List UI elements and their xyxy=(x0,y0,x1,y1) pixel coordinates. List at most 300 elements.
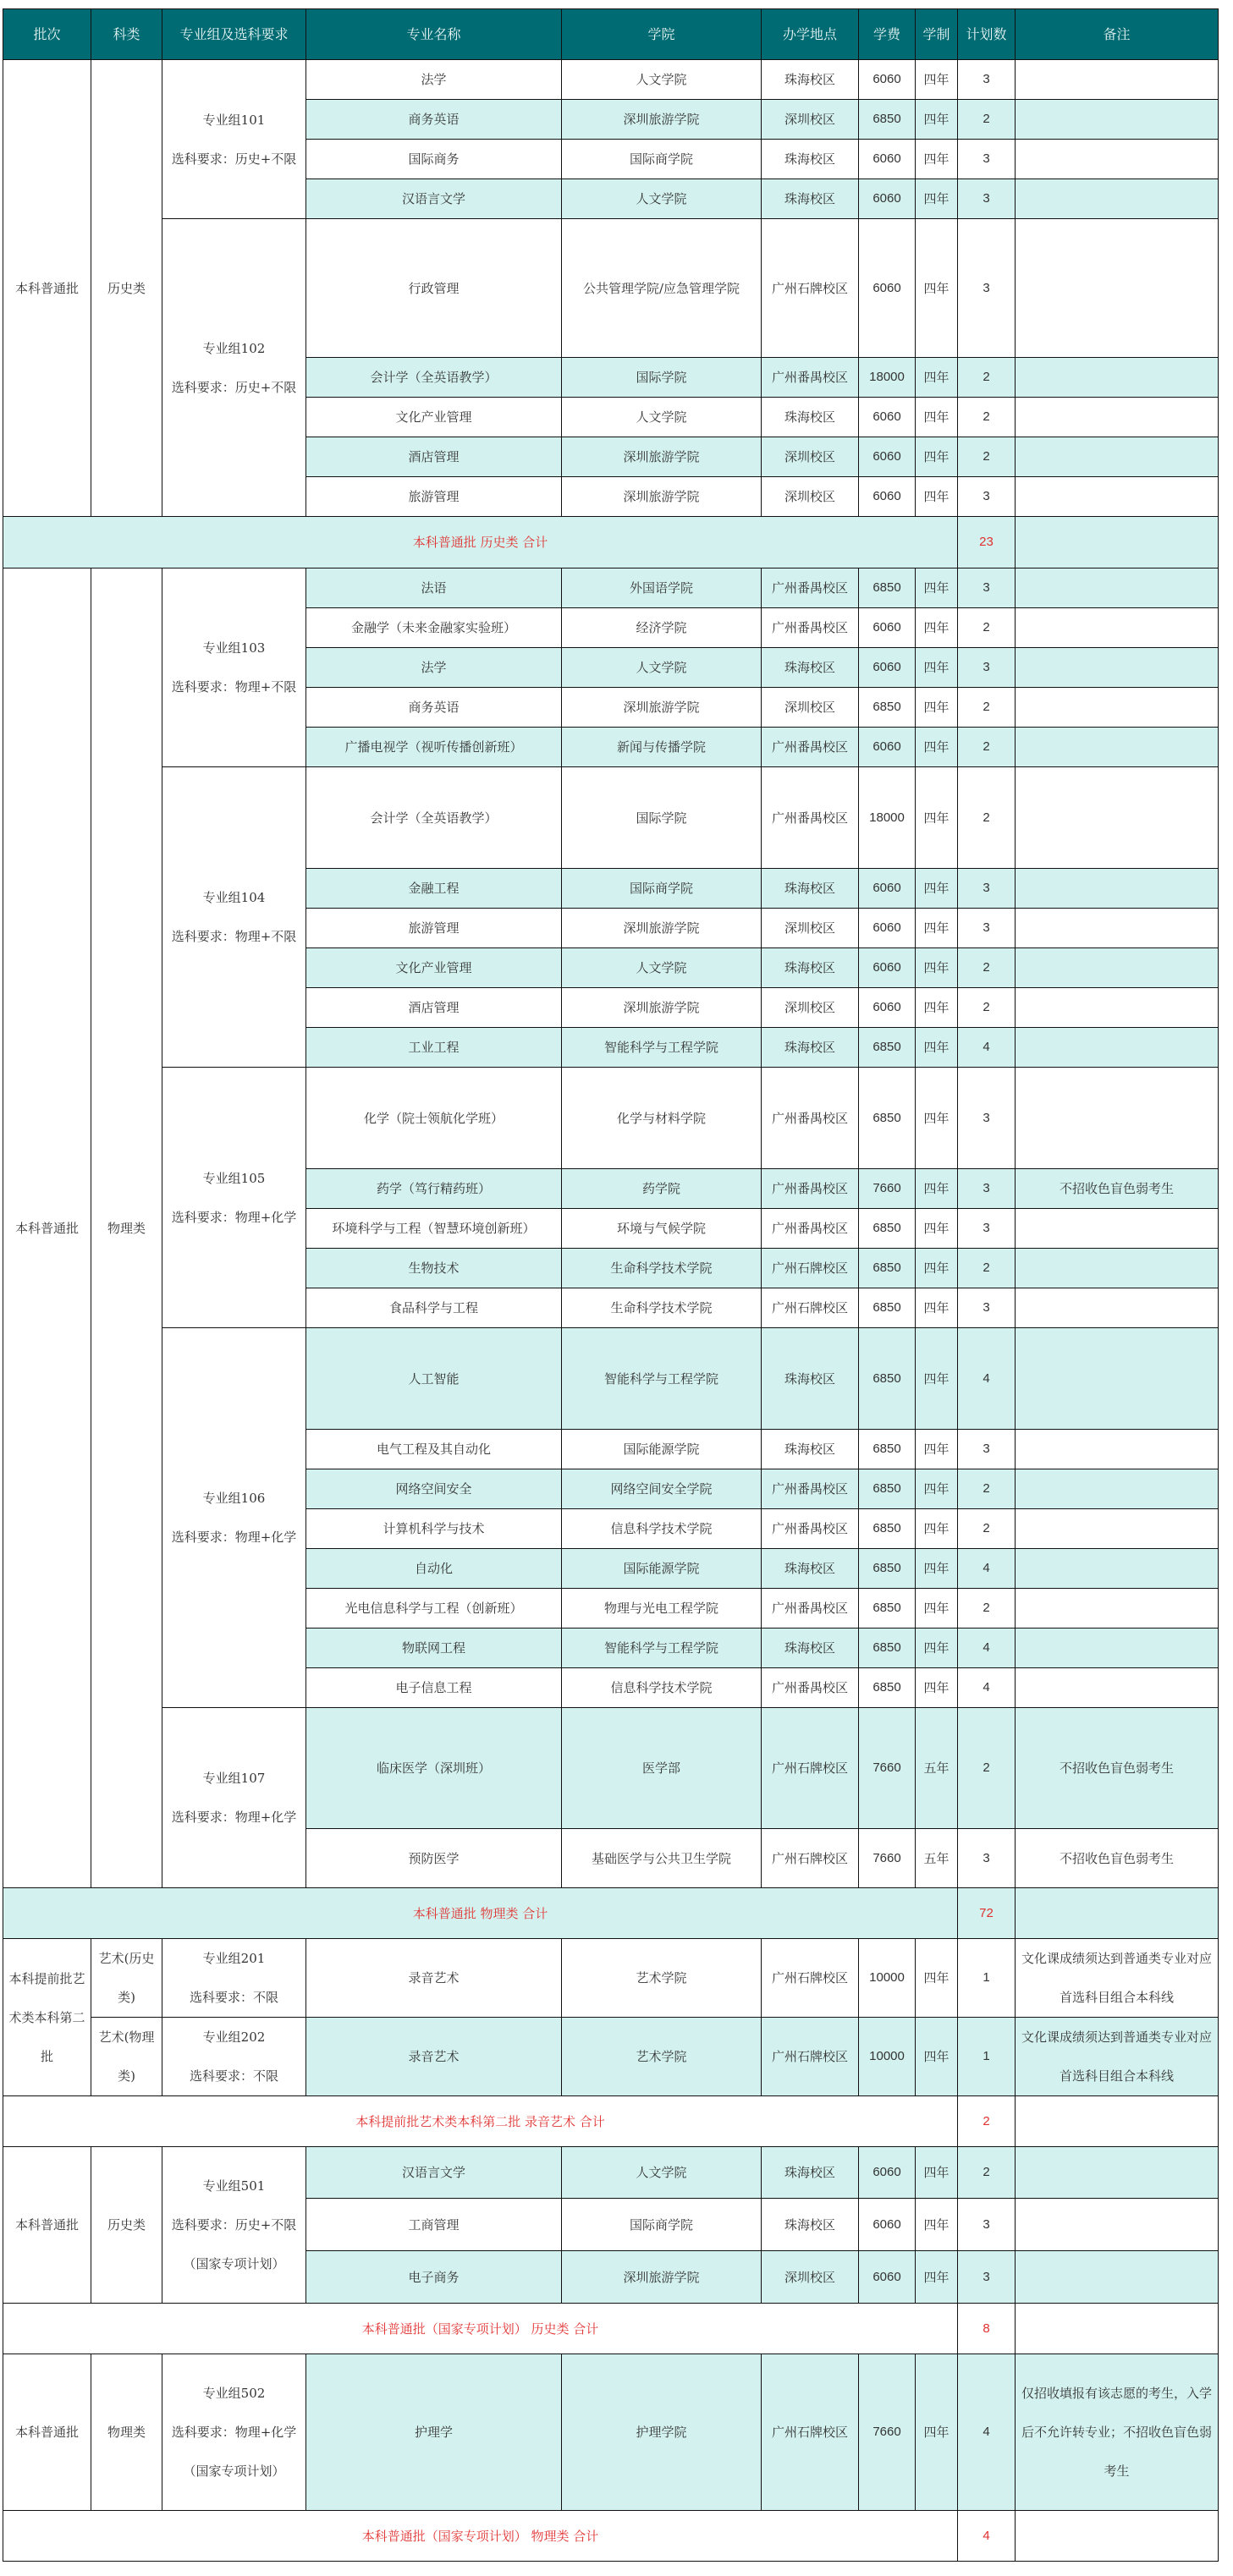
campus: 广州番禺校区 xyxy=(762,1668,859,1708)
college-name: 化学与材料学院 xyxy=(562,1068,762,1169)
college-name: 人文学院 xyxy=(562,60,762,100)
table-row xyxy=(3,1939,1219,2018)
campus: 深圳校区 xyxy=(762,100,859,140)
plan-count: 2 xyxy=(958,1249,1016,1288)
college-name: 深圳旅游学院 xyxy=(562,477,762,517)
plan-count: 3 xyxy=(958,219,1016,358)
tuition-fee: 6060 xyxy=(859,2199,916,2251)
college-name: 人文学院 xyxy=(562,179,762,219)
college-name: 艺术学院 xyxy=(562,1939,762,2018)
college-name: 生命科学技术学院 xyxy=(562,1249,762,1288)
college-name: 国际学院 xyxy=(562,358,762,398)
remark: 文化课成绩须达到普通类专业对应首选科目组合本科线 xyxy=(1016,2018,1219,2096)
plan-count: 4 xyxy=(958,1668,1016,1708)
college-name: 深圳旅游学院 xyxy=(562,2251,762,2304)
group-code: 专业组101 xyxy=(202,112,266,128)
campus: 广州石牌校区 xyxy=(762,1249,859,1288)
table-row xyxy=(3,1328,1219,1430)
major-name: 物联网工程 xyxy=(306,1629,562,1668)
remark xyxy=(1016,909,1219,948)
major-name: 电气工程及其自动化 xyxy=(306,1430,562,1469)
plan-count: 2 xyxy=(958,608,1016,648)
remark xyxy=(1016,100,1219,140)
remark xyxy=(1016,1288,1219,1328)
table-row xyxy=(3,1708,1219,1829)
table-row xyxy=(3,2147,1219,2199)
table-row xyxy=(3,2354,1219,2511)
subject-requirement: 选科要求：历史+不限 xyxy=(171,151,297,167)
subject-requirement: 选科要求：不限 xyxy=(189,1990,278,2005)
campus: 珠海校区 xyxy=(762,140,859,179)
subtotal-row xyxy=(3,517,1219,568)
college-name: 人文学院 xyxy=(562,398,762,437)
campus: 广州番禺校区 xyxy=(762,358,859,398)
plan-count: 3 xyxy=(958,179,1016,219)
plan-count: 4 xyxy=(958,2354,1016,2511)
duration: 四年 xyxy=(916,477,958,517)
remark xyxy=(1016,2251,1219,2304)
duration: 四年 xyxy=(916,1028,958,1068)
college-name: 环境与气候学院 xyxy=(562,1209,762,1249)
remark: 仅招收填报有该志愿的考生，入学后不允许转专业；不招收色盲色弱考生 xyxy=(1016,2354,1219,2511)
table-row xyxy=(3,2018,1219,2096)
college-name: 国际能源学院 xyxy=(562,1549,762,1589)
major-name: 化学（院士领航化学班） xyxy=(306,1068,562,1169)
tuition-fee: 6060 xyxy=(859,948,916,988)
major-name: 文化产业管理 xyxy=(306,398,562,437)
group-requirement-cell xyxy=(162,60,306,219)
duration: 四年 xyxy=(916,140,958,179)
plan-count: 2 xyxy=(958,1589,1016,1629)
category-cell: 历史类 xyxy=(91,2147,162,2304)
college-name: 医学部 xyxy=(562,1708,762,1829)
campus: 广州石牌校区 xyxy=(762,1829,859,1888)
duration: 四年 xyxy=(916,1629,958,1668)
subtotal-label: 本科提前批艺术类本科第二批 录音艺术 合计 xyxy=(3,2096,958,2147)
batch-cell: 本科普通批 xyxy=(3,60,91,517)
campus: 珠海校区 xyxy=(762,1549,859,1589)
duration: 四年 xyxy=(916,2199,958,2251)
group-code: 专业组102 xyxy=(202,340,266,356)
plan-count: 2 xyxy=(958,437,1016,477)
major-name: 旅游管理 xyxy=(306,909,562,948)
tuition-fee: 7660 xyxy=(859,1169,916,1209)
group-requirement-cell xyxy=(162,2354,306,2511)
subject-requirement: 选科要求：物理+化学 xyxy=(171,1209,297,1225)
major-name: 护理学 xyxy=(306,2354,562,2511)
table-body xyxy=(3,60,1219,2562)
major-name: 电子商务 xyxy=(306,2251,562,2304)
remark: 不招收色盲色弱考生 xyxy=(1016,1829,1219,1888)
major-name: 计算机科学与技术 xyxy=(306,1509,562,1549)
group-code: 专业组201 xyxy=(202,1951,266,1966)
group-requirement-cell xyxy=(162,2147,306,2304)
subtotal-label: 本科普通批（国家专项计划） 历史类 合计 xyxy=(3,2304,958,2354)
campus: 深圳校区 xyxy=(762,437,859,477)
college-name: 护理学院 xyxy=(562,2354,762,2511)
header-major: 专业名称 xyxy=(306,9,562,60)
campus: 珠海校区 xyxy=(762,1430,859,1469)
tuition-fee: 6850 xyxy=(859,1469,916,1509)
group-requirement-cell xyxy=(162,568,306,767)
group-code: 专业组104 xyxy=(202,890,266,905)
subtotal-remark xyxy=(1016,2304,1219,2354)
group-requirement-cell xyxy=(162,1068,306,1328)
duration: 四年 xyxy=(916,1249,958,1288)
duration: 四年 xyxy=(916,2354,958,2511)
major-name: 录音艺术 xyxy=(306,2018,562,2096)
duration: 四年 xyxy=(916,767,958,869)
college-name: 深圳旅游学院 xyxy=(562,100,762,140)
group-code: 专业组103 xyxy=(202,640,266,656)
group-code: 专业组106 xyxy=(202,1491,266,1506)
campus: 珠海校区 xyxy=(762,869,859,909)
duration: 四年 xyxy=(916,1668,958,1708)
remark xyxy=(1016,1028,1219,1068)
plan-count: 2 xyxy=(958,358,1016,398)
remark xyxy=(1016,767,1219,869)
plan-count: 3 xyxy=(958,60,1016,100)
plan-count: 2 xyxy=(958,398,1016,437)
duration: 四年 xyxy=(916,100,958,140)
category-cell: 历史类 xyxy=(91,60,162,517)
duration: 四年 xyxy=(916,1430,958,1469)
duration: 四年 xyxy=(916,568,958,608)
campus: 珠海校区 xyxy=(762,60,859,100)
duration: 四年 xyxy=(916,1328,958,1430)
tuition-fee: 6060 xyxy=(859,608,916,648)
subject-requirement: 选科要求：物理+不限 xyxy=(171,679,297,695)
college-name: 国际商学院 xyxy=(562,2199,762,2251)
tuition-fee: 6850 xyxy=(859,1589,916,1629)
major-name: 食品科学与工程 xyxy=(306,1288,562,1328)
college-name: 智能科学与工程学院 xyxy=(562,1028,762,1068)
plan-count: 3 xyxy=(958,1068,1016,1169)
campus: 广州石牌校区 xyxy=(762,2354,859,2511)
group-requirement-cell xyxy=(162,1328,306,1708)
plan-count: 4 xyxy=(958,1028,1016,1068)
header-campus: 办学地点 xyxy=(762,9,859,60)
campus: 珠海校区 xyxy=(762,1028,859,1068)
plan-count: 2 xyxy=(958,1509,1016,1549)
group-code: 专业组502 xyxy=(202,2386,266,2401)
group-requirement-cell xyxy=(162,219,306,517)
remark xyxy=(1016,728,1219,767)
subtotal-row xyxy=(3,2511,1219,2562)
plan-count: 3 xyxy=(958,1288,1016,1328)
college-name: 网络空间安全学院 xyxy=(562,1469,762,1509)
college-name: 信息科学技术学院 xyxy=(562,1668,762,1708)
campus: 广州番禺校区 xyxy=(762,1209,859,1249)
tuition-fee: 6850 xyxy=(859,1509,916,1549)
plan-count: 2 xyxy=(958,2147,1016,2199)
tuition-fee: 6850 xyxy=(859,568,916,608)
campus: 广州石牌校区 xyxy=(762,2018,859,2096)
subtotal-plan-count: 72 xyxy=(958,1888,1016,1939)
plan-count: 3 xyxy=(958,1169,1016,1209)
major-name: 汉语言文学 xyxy=(306,2147,562,2199)
header-remark: 备注 xyxy=(1016,9,1219,60)
campus: 珠海校区 xyxy=(762,648,859,688)
remark xyxy=(1016,398,1219,437)
major-name: 环境科学与工程（智慧环境创新班） xyxy=(306,1209,562,1249)
group-requirement-cell xyxy=(162,2018,306,2096)
table-row xyxy=(3,767,1219,869)
major-name: 预防医学 xyxy=(306,1829,562,1888)
major-name: 广播电视学（视听传播创新班） xyxy=(306,728,562,767)
remark xyxy=(1016,1068,1219,1169)
major-name: 国际商务 xyxy=(306,140,562,179)
subtotal-label: 本科普通批 物理类 合计 xyxy=(3,1888,958,1939)
duration: 四年 xyxy=(916,909,958,948)
tuition-fee: 6060 xyxy=(859,869,916,909)
major-name: 生物技术 xyxy=(306,1249,562,1288)
plan-count: 3 xyxy=(958,1430,1016,1469)
campus: 珠海校区 xyxy=(762,179,859,219)
plan-count: 3 xyxy=(958,1829,1016,1888)
table-row xyxy=(3,568,1219,608)
subject-requirement: 选科要求：物理+化学 xyxy=(171,1530,297,1545)
tuition-fee: 6060 xyxy=(859,398,916,437)
tuition-fee: 6060 xyxy=(859,2251,916,2304)
duration: 四年 xyxy=(916,648,958,688)
campus: 深圳校区 xyxy=(762,909,859,948)
college-name: 深圳旅游学院 xyxy=(562,437,762,477)
college-name: 新闻与传播学院 xyxy=(562,728,762,767)
campus: 广州番禺校区 xyxy=(762,568,859,608)
batch-cell: 本科普通批 xyxy=(3,2354,91,2511)
tuition-fee: 6850 xyxy=(859,1549,916,1589)
plan-count: 1 xyxy=(958,1939,1016,2018)
category-cell: 艺术(物理类) xyxy=(91,2018,162,2096)
table-row xyxy=(3,60,1219,100)
remark xyxy=(1016,1549,1219,1589)
subtotal-label: 本科普通批 历史类 合计 xyxy=(3,517,958,568)
subtotal-plan-count: 23 xyxy=(958,517,1016,568)
plan-count: 2 xyxy=(958,1708,1016,1829)
tuition-fee: 6850 xyxy=(859,1328,916,1430)
duration: 四年 xyxy=(916,1209,958,1249)
major-name: 金融工程 xyxy=(306,869,562,909)
college-name: 药学院 xyxy=(562,1169,762,1209)
plan-count: 3 xyxy=(958,1209,1016,1249)
plan-count: 2 xyxy=(958,728,1016,767)
campus: 广州石牌校区 xyxy=(762,1288,859,1328)
subtotal-remark xyxy=(1016,517,1219,568)
college-name: 人文学院 xyxy=(562,948,762,988)
remark xyxy=(1016,1328,1219,1430)
tuition-fee: 6060 xyxy=(859,728,916,767)
group-code: 专业组107 xyxy=(202,1771,266,1786)
plan-count: 2 xyxy=(958,767,1016,869)
campus: 深圳校区 xyxy=(762,477,859,517)
remark xyxy=(1016,608,1219,648)
remark xyxy=(1016,688,1219,728)
remark xyxy=(1016,2147,1219,2199)
duration: 四年 xyxy=(916,437,958,477)
duration: 四年 xyxy=(916,219,958,358)
tuition-fee: 6060 xyxy=(859,988,916,1028)
college-name: 智能科学与工程学院 xyxy=(562,1629,762,1668)
major-name: 工商管理 xyxy=(306,2199,562,2251)
group-requirement-cell xyxy=(162,1939,306,2018)
tuition-fee: 6060 xyxy=(859,477,916,517)
batch-cell: 本科普通批 xyxy=(3,568,91,1888)
duration: 五年 xyxy=(916,1708,958,1829)
duration: 四年 xyxy=(916,2147,958,2199)
plan-count: 3 xyxy=(958,568,1016,608)
duration: 四年 xyxy=(916,869,958,909)
subtotal-plan-count: 2 xyxy=(958,2096,1016,2147)
duration: 四年 xyxy=(916,398,958,437)
tuition-fee: 10000 xyxy=(859,1939,916,2018)
plan-count: 3 xyxy=(958,2199,1016,2251)
remark xyxy=(1016,1629,1219,1668)
remark xyxy=(1016,948,1219,988)
plan-count: 2 xyxy=(958,948,1016,988)
tuition-fee: 6060 xyxy=(859,909,916,948)
plan-count: 2 xyxy=(958,1469,1016,1509)
duration: 四年 xyxy=(916,948,958,988)
tuition-fee: 7660 xyxy=(859,2354,916,2511)
plan-count: 4 xyxy=(958,1629,1016,1668)
duration: 四年 xyxy=(916,1169,958,1209)
campus: 珠海校区 xyxy=(762,1629,859,1668)
college-name: 深圳旅游学院 xyxy=(562,988,762,1028)
campus: 广州番禺校区 xyxy=(762,728,859,767)
remark xyxy=(1016,437,1219,477)
duration: 四年 xyxy=(916,688,958,728)
remark xyxy=(1016,568,1219,608)
remark xyxy=(1016,179,1219,219)
group-requirement-cell xyxy=(162,1708,306,1888)
college-name: 艺术学院 xyxy=(562,2018,762,2096)
college-name: 基础医学与公共卫生学院 xyxy=(562,1829,762,1888)
special-plan-note: （国家专项计划） xyxy=(183,2463,285,2479)
duration: 四年 xyxy=(916,179,958,219)
remark xyxy=(1016,1430,1219,1469)
subtotal-plan-count: 8 xyxy=(958,2304,1016,2354)
duration: 四年 xyxy=(916,1939,958,2018)
tuition-fee: 6060 xyxy=(859,140,916,179)
remark xyxy=(1016,219,1219,358)
major-name: 网络空间安全 xyxy=(306,1469,562,1509)
tuition-fee: 10000 xyxy=(859,2018,916,2096)
group-code: 专业组202 xyxy=(202,2029,266,2045)
table-header-row xyxy=(3,9,1219,60)
plan-count: 4 xyxy=(958,1549,1016,1589)
campus: 广州番禺校区 xyxy=(762,1469,859,1509)
remark xyxy=(1016,477,1219,517)
tuition-fee: 6850 xyxy=(859,1629,916,1668)
major-name: 酒店管理 xyxy=(306,988,562,1028)
college-name: 国际能源学院 xyxy=(562,1430,762,1469)
header-fee: 学费 xyxy=(859,9,916,60)
campus: 深圳校区 xyxy=(762,2251,859,2304)
major-name: 光电信息科学与工程（创新班） xyxy=(306,1589,562,1629)
subtotal-plan-count: 4 xyxy=(958,2511,1016,2562)
college-name: 人文学院 xyxy=(562,648,762,688)
major-name: 人工智能 xyxy=(306,1328,562,1430)
campus: 广州石牌校区 xyxy=(762,219,859,358)
subtotal-row xyxy=(3,2096,1219,2147)
plan-count: 1 xyxy=(958,2018,1016,2096)
tuition-fee: 7660 xyxy=(859,1829,916,1888)
subject-requirement: 选科要求：不限 xyxy=(189,2068,278,2084)
duration: 四年 xyxy=(916,1589,958,1629)
plan-count: 3 xyxy=(958,869,1016,909)
remark xyxy=(1016,869,1219,909)
subtotal-remark xyxy=(1016,1888,1219,1939)
subject-requirement: 选科要求：历史+不限 xyxy=(171,2217,297,2233)
college-name: 人文学院 xyxy=(562,2147,762,2199)
tuition-fee: 18000 xyxy=(859,358,916,398)
plan-count: 3 xyxy=(958,140,1016,179)
campus: 广州番禺校区 xyxy=(762,1068,859,1169)
campus: 深圳校区 xyxy=(762,688,859,728)
subtotal-remark xyxy=(1016,2511,1219,2562)
major-name: 会计学（全英语教学） xyxy=(306,767,562,869)
major-name: 录音艺术 xyxy=(306,1939,562,2018)
duration: 四年 xyxy=(916,1068,958,1169)
tuition-fee: 6850 xyxy=(859,100,916,140)
header-batch: 批次 xyxy=(3,9,91,60)
enrollment-plan-table xyxy=(3,8,1219,2562)
remark: 不招收色盲色弱考生 xyxy=(1016,1708,1219,1829)
subtotal-row xyxy=(3,1888,1219,1939)
campus: 广州石牌校区 xyxy=(762,1708,859,1829)
tuition-fee: 6060 xyxy=(859,219,916,358)
duration: 四年 xyxy=(916,608,958,648)
duration: 四年 xyxy=(916,2251,958,2304)
campus: 广州番禺校区 xyxy=(762,767,859,869)
remark xyxy=(1016,1668,1219,1708)
plan-count: 3 xyxy=(958,909,1016,948)
remark xyxy=(1016,358,1219,398)
tuition-fee: 6060 xyxy=(859,60,916,100)
remark xyxy=(1016,1589,1219,1629)
special-plan-note: （国家专项计划） xyxy=(183,2256,285,2271)
header-group: 专业组及选科要求 xyxy=(162,9,306,60)
major-name: 商务英语 xyxy=(306,688,562,728)
college-name: 经济学院 xyxy=(562,608,762,648)
header-category: 科类 xyxy=(91,9,162,60)
major-name: 药学（笃行精药班） xyxy=(306,1169,562,1209)
campus: 珠海校区 xyxy=(762,2199,859,2251)
remark xyxy=(1016,1469,1219,1509)
header-plan: 计划数 xyxy=(958,9,1016,60)
major-name: 法学 xyxy=(306,60,562,100)
remark xyxy=(1016,2199,1219,2251)
major-name: 旅游管理 xyxy=(306,477,562,517)
major-name: 金融学（未来金融家实验班） xyxy=(306,608,562,648)
subtotal-label: 本科普通批（国家专项计划） 物理类 合计 xyxy=(3,2511,958,2562)
tuition-fee: 6850 xyxy=(859,688,916,728)
remark: 不招收色盲色弱考生 xyxy=(1016,1169,1219,1209)
duration: 四年 xyxy=(916,988,958,1028)
subject-requirement: 选科要求：物理+化学 xyxy=(171,2425,297,2440)
college-name: 国际商学院 xyxy=(562,140,762,179)
major-name: 电子信息工程 xyxy=(306,1668,562,1708)
tuition-fee: 6850 xyxy=(859,1668,916,1708)
group-code: 专业组105 xyxy=(202,1170,266,1186)
college-name: 信息科学技术学院 xyxy=(562,1509,762,1549)
tuition-fee: 6850 xyxy=(859,1430,916,1469)
batch-cell: 本科普通批 xyxy=(3,2147,91,2304)
campus: 珠海校区 xyxy=(762,1328,859,1430)
campus: 珠海校区 xyxy=(762,948,859,988)
remark xyxy=(1016,648,1219,688)
